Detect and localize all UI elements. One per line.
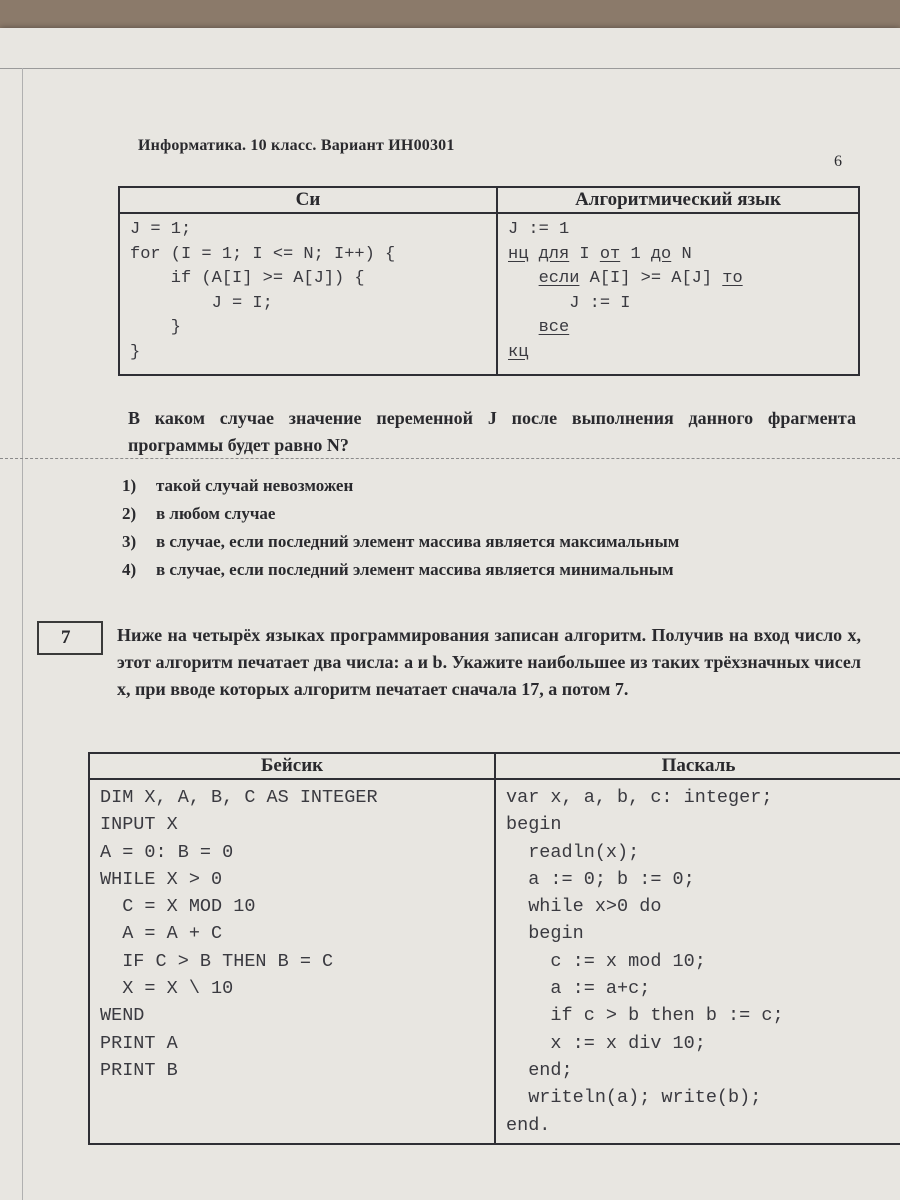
algorithmic-code (508, 218, 848, 365)
task7-code-table (88, 752, 900, 1145)
c-code: J = 1; for (I = 1; I <= N; I++) { if (A[I] >= A[J]) { J = I; } } (130, 220, 396, 362)
task6-code-table (118, 186, 860, 376)
answer-option-3: 3) в случае, если последний элемент массива является максимальным (122, 532, 680, 551)
answer-options (122, 472, 822, 584)
c-column-header: Си (119, 187, 497, 213)
page-number: 6 (834, 153, 842, 170)
basic-code: DIM X, A, B, C AS INTEGER INPUT X A = 0: B = 0 WHILE X > 0 C = X MOD 10 A = A + C IF C > B THEN B = C X = X \ 10 WEND PRINT A PRINT B (100, 787, 378, 1081)
task-number-box: 7 (37, 621, 103, 655)
pascal-code: var x, a, b, c: integer; begin readln(x); a := 0; b := 0; while x>0 do begin c := x mod 10; a := a+c; if c > b then b := c; x := x div 10; end; writeln(a); write(b); end. (506, 787, 784, 1136)
task6-question: В каком случае значение переменной J после выполнения данного фрагмента программы будет равно N? (128, 408, 856, 455)
answer-option-4: 4) в случае, если последний элемент массива является минимальным (122, 560, 674, 579)
alg-line-5: все (538, 318, 570, 337)
alg-line-3: если A[I] >= A[J] то (538, 269, 743, 288)
pascal-column-header: Паскаль (495, 753, 900, 779)
c-code-cell (119, 213, 497, 375)
margin-line (22, 68, 23, 1200)
pascal-code-cell (495, 779, 900, 1144)
alg-line-6: кц (508, 342, 529, 362)
basic-code-cell (89, 779, 495, 1144)
paper-fold-line (0, 68, 900, 69)
alg-line-2: нц для I от 1 до N (508, 244, 692, 264)
algorithmic-column-header: Алгоритмический язык (497, 187, 859, 213)
alg-line-4: J := I (569, 293, 631, 313)
alg-line-1: J := 1 (508, 220, 570, 239)
answer-option-1: 1) такой случай невозможен (122, 476, 354, 495)
basic-column-header: Бейсик (89, 753, 495, 779)
task7-text: Ниже на четырёх языках программирования записан алгоритм. Получив на вход число x, этот алгоритм печатает два числа: a и b. Укажите наибольшее из таких трёхзначных чисел x, при вводе которых алгоритм печатает сначала 17, а потом 7. (117, 625, 861, 699)
algorithmic-code-cell (497, 213, 859, 375)
page-header: Информатика. 10 класс. Вариант ИН00301 (138, 137, 455, 154)
answer-option-2: 2) в любом случае (122, 504, 276, 523)
